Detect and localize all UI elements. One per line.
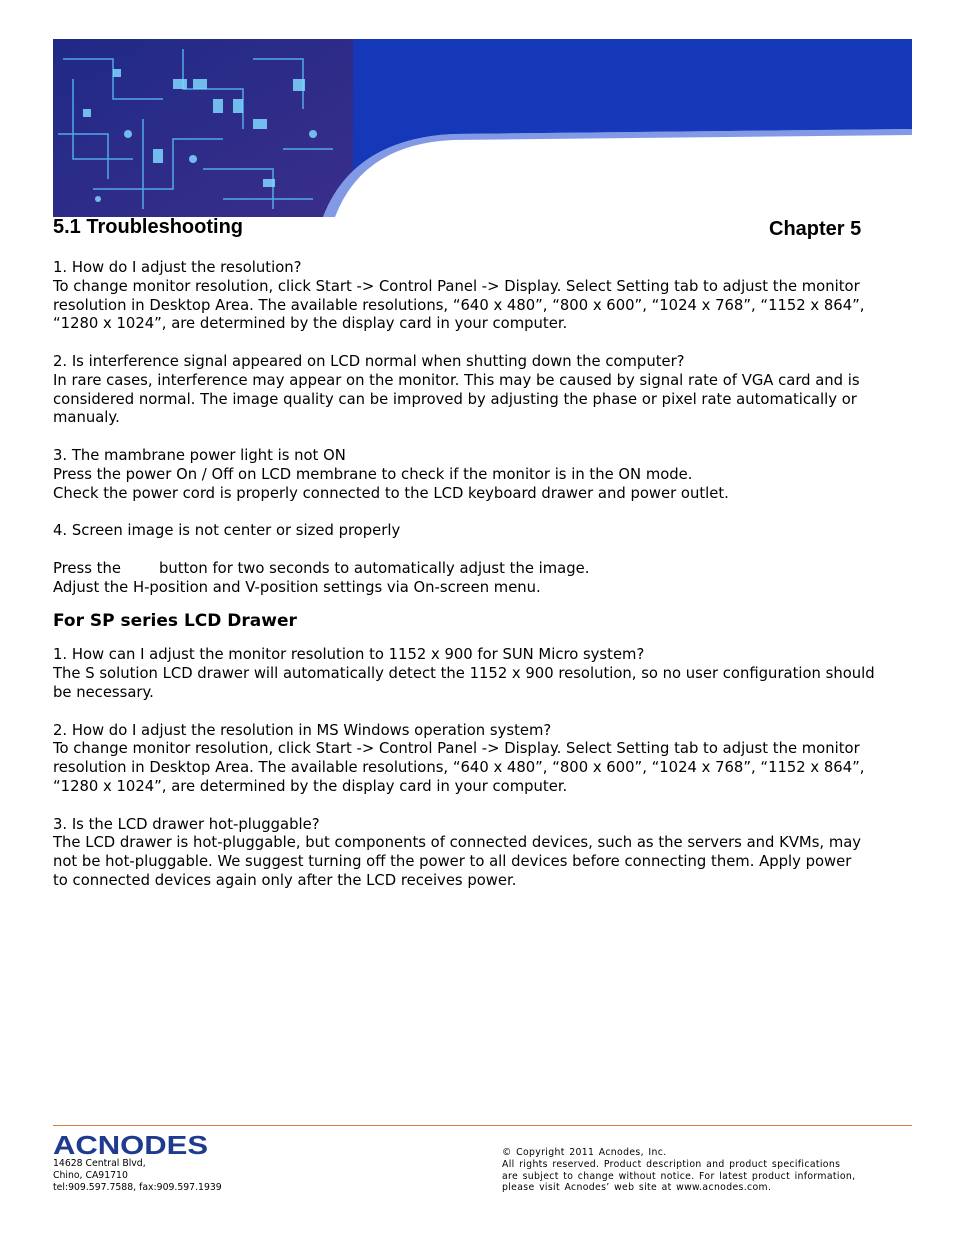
main-content xyxy=(53,259,917,891)
sp-faq-question: 1. How can I adjust the monitor resolution to 1152 x 900 for SUN Micro system? xyxy=(53,646,645,664)
faq-question: 2. Is interference signal appeared on LCD normal when shutting down the computer? xyxy=(53,352,685,370)
faq-answer-line: considered normal. The image quality can be improved by adjusting the phase or pixel rate automatically or xyxy=(53,390,857,408)
faq-question: 1. How do I adjust the resolution? xyxy=(53,259,302,276)
sp-section-title: For SP series LCD Drawer xyxy=(53,611,297,632)
press-suffix: button for two seconds to automatically adjust the image. xyxy=(158,559,590,577)
faq-answer-line: Adjust the H-position and V-position settings via On-screen menu. xyxy=(53,578,541,596)
sp-faq-answer-line: be necessary. xyxy=(53,683,154,701)
sp-faq-question: 2. How do I adjust the resolution in MS Windows operation system? xyxy=(53,721,552,739)
faq-answer-line: resolution in Desktop Area. The available resolutions, “640 x 480”, “800 x 600”, “1024 x 768”, “1152 x 864”, xyxy=(53,296,865,314)
sp-faq-answer-line: The LCD drawer is hot-pluggable, but components of connected devices, such as the servers and KVMs, may xyxy=(53,834,862,852)
faq-answer-line: Press the power On / Off on LCD membrane to check if the monitor is in the ON mode. xyxy=(53,465,693,483)
sp-faq-answer-line: To change monitor resolution, click Start -> Control Panel -> Display. Select Setting tab to adjust the monitor xyxy=(53,740,860,758)
address-line: Chino, CA91710 xyxy=(53,1169,128,1181)
copyright-line: please visit Acnodes’ web site at www.acnodes.com. xyxy=(502,1182,772,1194)
press-prefix: Press the xyxy=(53,559,121,577)
faq-answer-line: manualy. xyxy=(53,409,120,427)
copyright-notice xyxy=(502,1147,855,1194)
faq-answer-line: “1280 x 1024”, are determined by the display card in your computer. xyxy=(53,315,568,333)
sp-faq-answer-line: “1280 x 1024”, are determined by the display card in your computer. xyxy=(53,777,568,795)
footer-divider xyxy=(53,1125,912,1126)
sp-faq-answer-line: resolution in Desktop Area. The available resolutions, “640 x 480”, “800 x 600”, “1024 x 768”, “1152 x 864”, xyxy=(53,759,865,777)
acnodes-logo-graphic xyxy=(53,1132,213,1158)
faq-question: 3. The mambrane power light is not ON xyxy=(53,446,346,464)
header-banner xyxy=(53,39,912,217)
sp-faq-answer-line: The S solution LCD drawer will automatically detect the 1152 x 900 resolution, so no user configuration should xyxy=(53,665,875,683)
copyright-line: © Copyright 2011 Acnodes, Inc. xyxy=(502,1147,667,1158)
copyright-line: All rights reserved. Product description and product specifications xyxy=(502,1158,841,1170)
address-line: tel:909.597.7588, fax:909.597.1939 xyxy=(53,1181,222,1193)
copyright-line: are subject to change without notice. For latest product information, xyxy=(502,1170,856,1182)
company-address xyxy=(53,1158,222,1193)
address-line: 14628 Central Blvd, xyxy=(53,1158,146,1169)
sp-faq-answer-line: to connected devices again only after the LCD receives power. xyxy=(53,871,517,889)
section-title: 5.1 Troubleshooting xyxy=(53,216,244,238)
sp-faq-question: 3. Is the LCD drawer hot-pluggable? xyxy=(53,815,320,833)
logo-text: ACNODES xyxy=(53,1132,208,1158)
faq-answer-line: In rare cases, interference may appear on the monitor. This may be caused by signal rate of VGA card and is xyxy=(53,371,860,389)
faq-answer-line: Check the power cord is properly connected to the LCD keyboard drawer and power outlet. xyxy=(53,484,729,502)
circuit-board-graphic xyxy=(53,39,912,217)
sp-faq-answer-line: not be hot-pluggable. We suggest turning off the power to all devices before connecting them. Apply power xyxy=(53,853,852,871)
faq-question: 4. Screen image is not center or sized properly xyxy=(53,522,401,540)
chapter-label: Chapter 5 xyxy=(769,218,862,240)
faq-answer-line: To change monitor resolution, click Start -> Control Panel -> Display. Select Setting tab to adjust the monitor xyxy=(53,277,860,295)
faq-answer-line xyxy=(53,560,917,579)
